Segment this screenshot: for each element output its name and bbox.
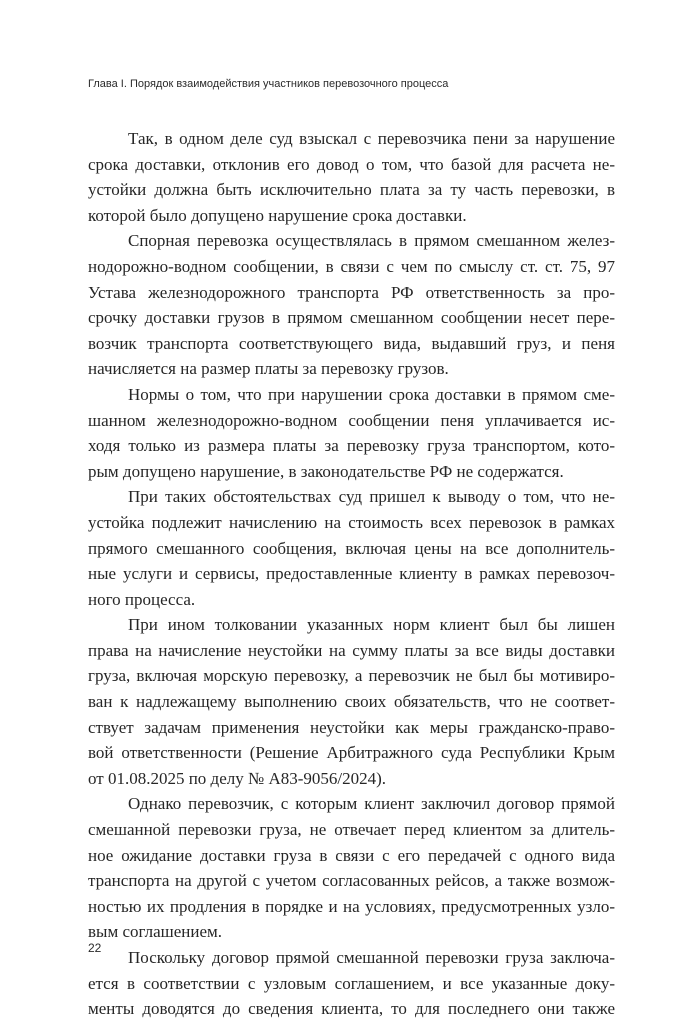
text-line: от 01.08.2025 по делу № А83-9056/2024). bbox=[88, 768, 387, 788]
text-line: ется в соответствии с узловым соглашением, и все указанные доку- bbox=[88, 973, 615, 993]
text-line: рым допущено нарушение, в законодательстве РФ не содержатся. bbox=[88, 461, 564, 481]
paragraph bbox=[88, 791, 615, 945]
text-line: нодорожно-водном сообщении, в связи с чем по смыслу ст. ст. 75, 97 bbox=[88, 256, 615, 276]
text-line: устойки должна быть исключительно плата за ту часть перевозки, в bbox=[88, 180, 615, 200]
text-line: При таких обстоятельствах суд пришел к выводу о том, что не- bbox=[128, 487, 615, 507]
text-line: прямого смешанного сообщения, включая цены на все дополнитель- bbox=[88, 538, 615, 558]
text-line: шанном железнодорожно-водном сообщении пеня уплачивается ис- bbox=[88, 410, 615, 430]
text-line: вой ответственности (Решение Арбитражного суда Республики Крым bbox=[88, 743, 615, 763]
page-number: 22 bbox=[88, 941, 102, 955]
text-line: груза, включая морскую перевозку, а перевозчик не был бы мотивиро- bbox=[88, 666, 615, 686]
text-line: транспорта на другой с учетом согласованных рейсов, а также возмож- bbox=[88, 871, 615, 891]
text-line: Спорная перевозка осуществлялась в прямом смешанном желез- bbox=[128, 231, 615, 251]
body-text bbox=[88, 126, 615, 1022]
paragraph bbox=[88, 382, 615, 484]
text-line: срочку доставки грузов в прямом смешанном сообщении несет пере- bbox=[88, 308, 615, 328]
paragraph bbox=[88, 228, 615, 382]
text-line: Нормы о том, что при нарушении срока доставки в прямом сме- bbox=[128, 384, 615, 404]
text-line: менты доводятся до сведения клиента, то для последнего они также bbox=[88, 999, 615, 1019]
text-line: срока доставки, отклонив его довод о том, что базой для расчета не- bbox=[88, 154, 615, 174]
paragraph bbox=[88, 484, 615, 612]
text-line: права на начисление неустойки на сумму платы за все виды доставки bbox=[88, 640, 615, 660]
text-line: Устава железнодорожного транспорта РФ ответственность за про- bbox=[88, 282, 615, 302]
text-line: ходя только из размера платы за перевозку груза транспортом, кото- bbox=[88, 436, 615, 456]
text-line: При ином толковании указанных норм клиент был бы лишен bbox=[128, 615, 615, 635]
text-line: начисляется на размер платы за перевозку грузов. bbox=[88, 359, 449, 379]
text-line: устойка подлежит начислению на стоимость всех перевозок в рамках bbox=[88, 512, 615, 532]
text-line: ван к надлежащему выполнению своих обязательств, что не соответ- bbox=[88, 692, 615, 712]
paragraph bbox=[88, 945, 615, 1022]
text-line: Однако перевозчик, с которым клиент заключил договор прямой bbox=[128, 794, 615, 814]
text-line: ные услуги и сервисы, предоставленные клиенту в рамках перевозоч- bbox=[88, 564, 615, 584]
text-line: смешанной перевозки груза, не отвечает перед клиентом за длитель- bbox=[88, 820, 615, 840]
text-line: ного процесса. bbox=[88, 589, 196, 609]
text-line: возчик транспорта соответствующего вида, выдавший груз, и пеня bbox=[88, 333, 615, 353]
text-line: которой было допущено нарушение срока доставки. bbox=[88, 205, 467, 225]
text-line: Так, в одном деле суд взыскал с перевозчика пени за нарушение bbox=[128, 129, 615, 148]
text-line: ностью их продления в порядке и на условиях, предусмотренных узло- bbox=[88, 896, 615, 916]
paragraph bbox=[88, 612, 615, 791]
text-line: вым соглашением. bbox=[88, 922, 223, 942]
text-line: ствует задачам применения неустойки как меры гражданско-право- bbox=[88, 717, 615, 737]
running-header: Глава I. Порядок взаимодействия участников перевозочного процесса bbox=[88, 78, 449, 90]
text-line: ное ожидание доставки груза в связи с его передачей с одного вида bbox=[88, 845, 615, 865]
text-line: Поскольку договор прямой смешанной перевозки груза заключа- bbox=[128, 948, 615, 967]
paragraph bbox=[88, 126, 615, 228]
